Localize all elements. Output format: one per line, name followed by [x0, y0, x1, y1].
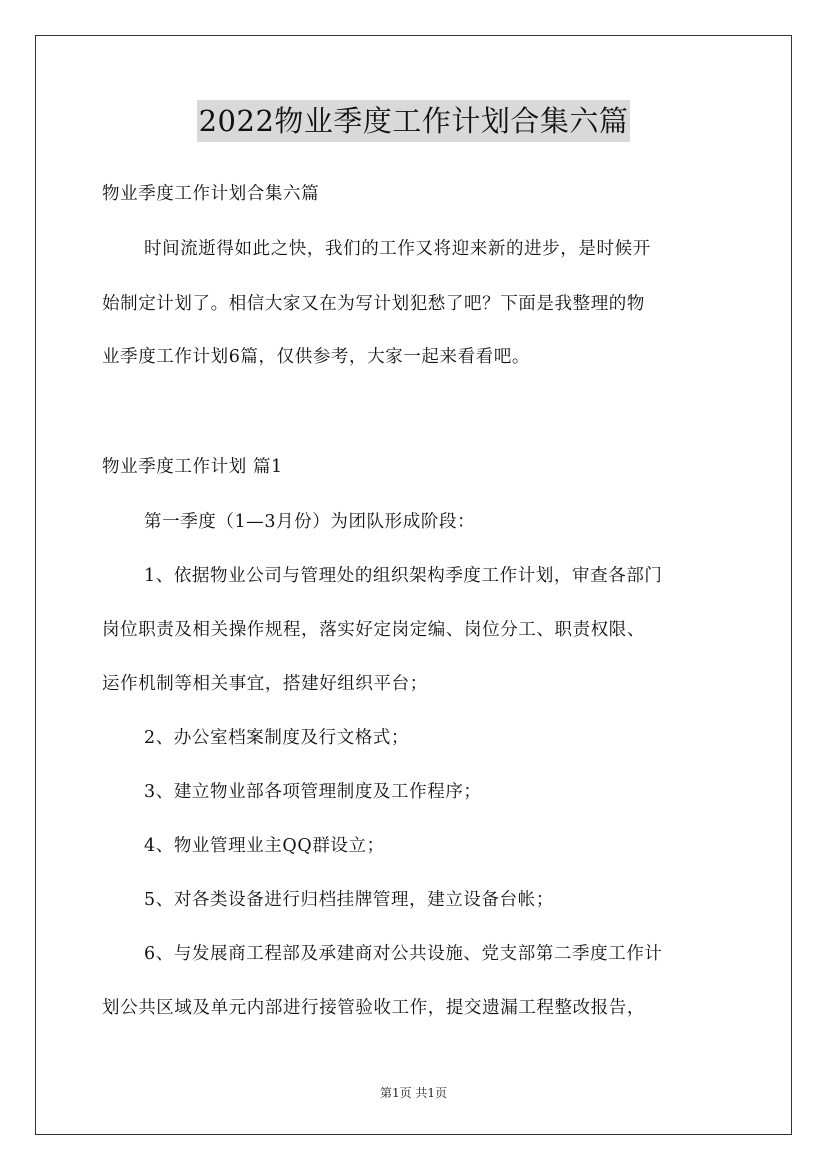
- body-line: 4、物业管理业主QQ群设立；: [144, 836, 385, 856]
- body-line: 运作机制等相关事宜，搭建好组织平台；: [102, 674, 428, 694]
- intro-line: 业季度工作计划6篇，仅供参考，大家一起来看看吧。: [102, 347, 531, 367]
- document-title: 2022物业季度工作计划合集六篇: [197, 100, 631, 142]
- body-line: 2、办公室档案制度及行文格式；: [144, 728, 410, 748]
- section-heading: 物业季度工作计划 篇1: [102, 457, 283, 477]
- body-line: 3、建立物业部各项管理制度及工作程序；: [144, 782, 482, 802]
- body-line: 1、依据物业公司与管理处的组织架构季度工作计划，审查各部门: [144, 566, 663, 586]
- document-title-container: [0, 100, 827, 142]
- body-line: 岗位职责及相关操作规程，落实好定岗定编、岗位分工、职责权限、: [102, 620, 645, 640]
- document-subtitle: 物业季度工作计划合集六篇: [102, 184, 320, 204]
- body-line: 6、与发展商工程部及承建商对公共设施、党支部第二季度工作计: [144, 944, 663, 964]
- intro-line: 时间流逝得如此之快，我们的工作又将迎来新的进步，是时候开: [144, 239, 651, 259]
- intro-line: 始制定计划了。相信大家又在为写计划犯愁了吧？下面是我整理的物: [102, 294, 645, 314]
- body-line: 5、对各类设备进行归档挂牌管理，建立设备台帐；: [144, 890, 554, 910]
- body-line: 第一季度（1—3月份）为团队形成阶段：: [144, 512, 476, 532]
- body-line: 划公共区域及单元内部进行接管验收工作，提交遗漏工程整改报告，: [102, 998, 645, 1018]
- page-number-footer: 第1页 共1页: [379, 1086, 448, 1100]
